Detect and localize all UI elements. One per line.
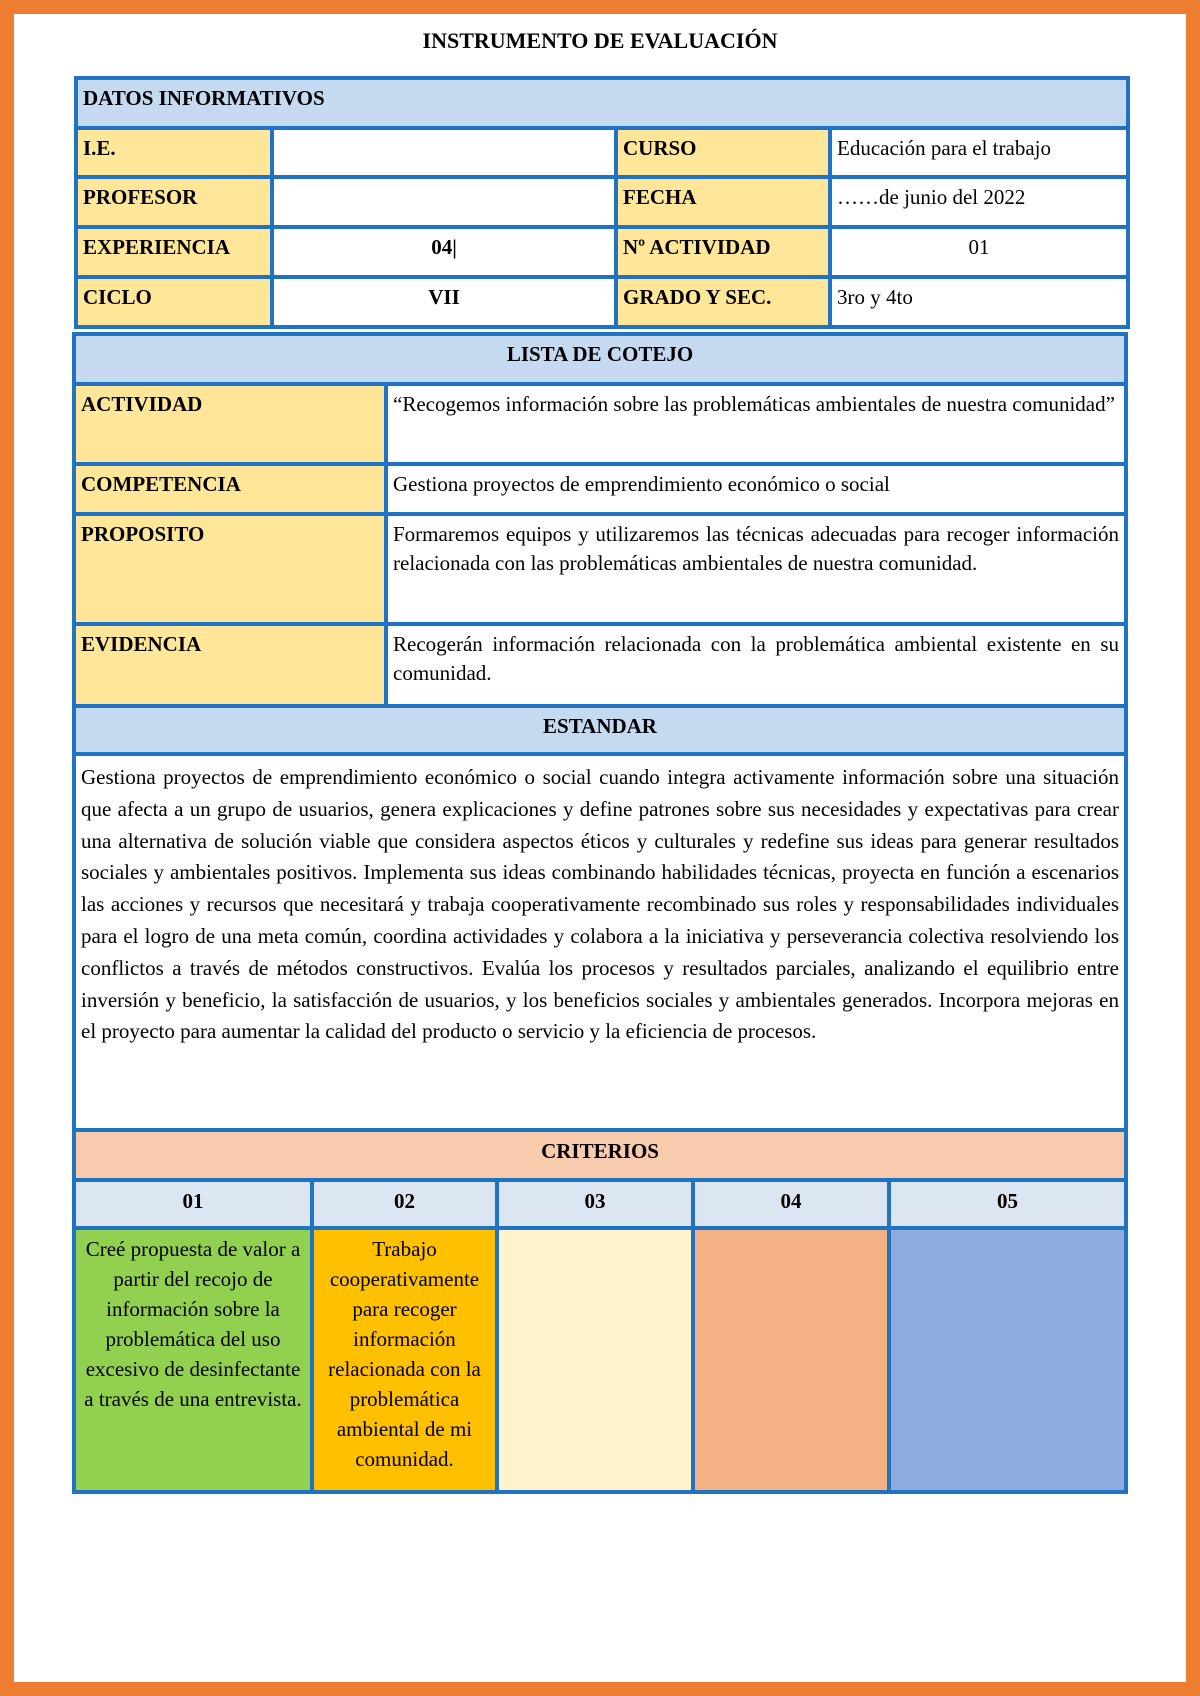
estandar-text: Gestiona proyectos de emprendimiento económico o social cuando integra activamente información sobre una situación que afecta a un grupo de usuarios, genera explicaciones y define patrones sobre sus necesidades y expectativas para crear una alternativa de solución viable que considera aspectos éticos y culturales y redefine sus ideas para generar resultados sociales y ambientales positivos. Implementa sus ideas combinando habilidades técnicas, proyecta en función a escenarios las acciones y recursos que necesitará y trabaja cooperativamente recombinado sus roles y responsabilidades individuales para el logro de una meta común, coordina actividades y colabora a la iniciativa y perseverancia colectiva resolviendo los conflictos a través de métodos constructivos. Evalúa los procesos y resultados parciales, analizando el equilibrio entre inversión y beneficio, la satisfacción de usuarios, y los beneficios sociales y ambientales generados. Incorpora mejoras en el proyecto para aumentar la calidad del producto o servicio y la eficiencia de procesos. <box>74 754 1126 1136</box>
criterio-item-05 <box>889 1228 1126 1492</box>
criterio-col-02: 02 <box>312 1180 497 1228</box>
criterio-col-05: 05 <box>889 1180 1126 1228</box>
evidencia-label: EVIDENCIA <box>74 624 386 706</box>
datos-informativos-table <box>74 76 1130 329</box>
profesor-value <box>272 177 616 227</box>
ie-label: I.E. <box>76 128 272 177</box>
experiencia-label: EXPERIENCIA <box>76 227 272 277</box>
evidencia-value: Recogerán información relacionada con la problemática ambiental existente en su comunidad. <box>386 624 1126 706</box>
fecha-label: FECHA <box>616 177 830 227</box>
document-title: INSTRUMENTO DE EVALUACIÓN <box>422 28 778 53</box>
ciclo-label: CICLO <box>76 277 272 327</box>
criterio-col-01: 01 <box>74 1180 312 1228</box>
criterio-item-01: Creé propuesta de valor a partir del recojo de información sobre la problemática del uso excesivo de desinfectante a través de una entrevista. <box>74 1228 312 1492</box>
datos-header: DATOS INFORMATIVOS <box>76 78 1128 128</box>
curso-value: Educación para el trabajo <box>830 128 1128 177</box>
proposito-value: Formaremos equipos y utilizaremos las técnicas adecuadas para recoger información relacionada con las problemáticas ambientales de nuestra comunidad. <box>386 514 1126 624</box>
criterios-table <box>72 1128 1128 1494</box>
actividad-num-value: 01 <box>830 227 1128 277</box>
estandar-header: ESTANDAR <box>74 706 1126 754</box>
ie-value <box>272 128 616 177</box>
grado-label: GRADO Y SEC. <box>616 277 830 327</box>
proposito-label: PROPOSITO <box>74 514 386 624</box>
criterio-item-04 <box>693 1228 889 1492</box>
experiencia-value: 04| <box>272 227 616 277</box>
grado-value: 3ro y 4to <box>830 277 1128 327</box>
fecha-value: ……de junio del 2022 <box>830 177 1128 227</box>
actividad-num-label: Nº ACTIVIDAD <box>616 227 830 277</box>
criterio-col-04: 04 <box>693 1180 889 1228</box>
criterio-item-03 <box>497 1228 693 1492</box>
lista-cotejo-table <box>72 332 1128 1138</box>
profesor-label: PROFESOR <box>76 177 272 227</box>
actividad-label: ACTIVIDAD <box>74 384 386 464</box>
ciclo-value: VII <box>272 277 616 327</box>
curso-label: CURSO <box>616 128 830 177</box>
lista-header: LISTA DE COTEJO <box>74 334 1126 384</box>
competencia-label: COMPETENCIA <box>74 464 386 514</box>
actividad-value: “Recogemos información sobre las problemáticas ambientales de nuestra comunidad” <box>386 384 1126 464</box>
competencia-value: Gestiona proyectos de emprendimiento económico o social <box>386 464 1126 514</box>
criterio-item-02: Trabajo cooperativamente para recoger información relacionada con la problemática ambiental de mi comunidad. <box>312 1228 497 1492</box>
criterios-header: CRITERIOS <box>74 1130 1126 1180</box>
criterio-col-03: 03 <box>497 1180 693 1228</box>
